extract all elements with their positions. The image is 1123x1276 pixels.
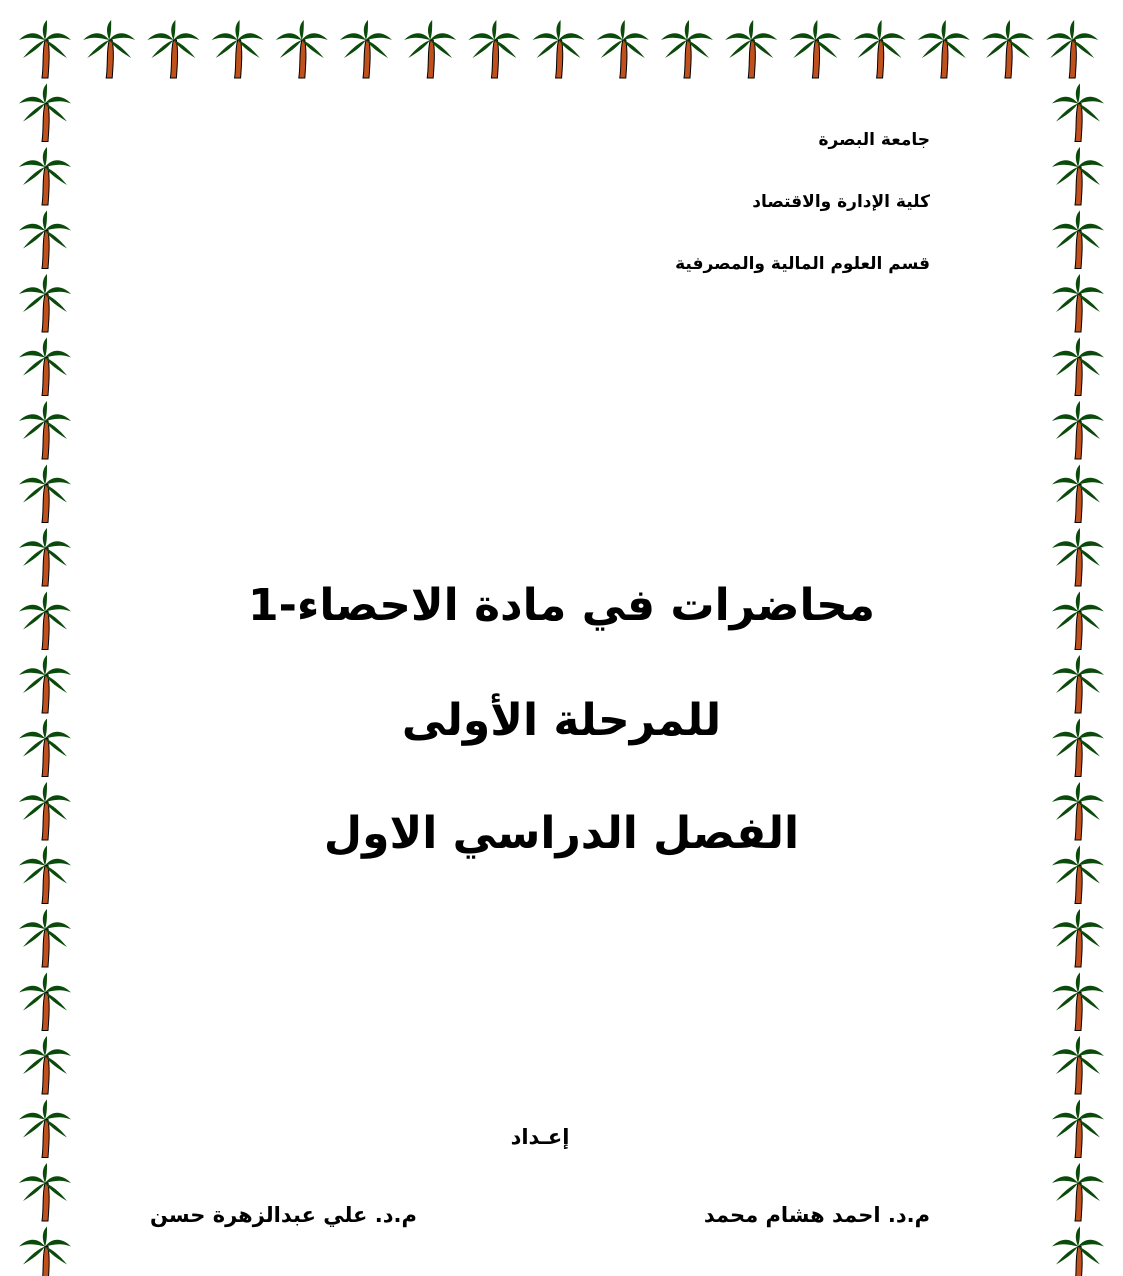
- palm-tree-icon: [533, 20, 585, 78]
- palm-tree-icon: [19, 274, 71, 332]
- author-2: م.د. علي عبدالزهرة حسن: [150, 1203, 417, 1227]
- palm-tree-icon: [19, 528, 71, 586]
- author-1: م.د. احمد هشام محمد: [703, 1203, 930, 1227]
- palm-tree-icon: [19, 338, 71, 396]
- title-line-1: محاضرات في مادة الاحصاء-1: [247, 580, 876, 631]
- palm-tree-icon: [19, 84, 71, 142]
- title-line-2: للمرحلة الأولى: [401, 695, 722, 746]
- palm-tree-icon: [19, 401, 71, 459]
- palm-tree-icon: [1052, 1100, 1104, 1158]
- palm-tree-icon: [19, 973, 71, 1031]
- palm-tree-icon: [147, 20, 199, 78]
- college-name: كلية الإدارة والاقتصاد: [752, 192, 930, 212]
- palm-tree-icon: [83, 20, 135, 78]
- palm-tree-icon: [1052, 338, 1104, 396]
- palm-tree-icon: [19, 1100, 71, 1158]
- palm-tree-icon: [340, 20, 392, 78]
- palm-tree-icon: [854, 20, 906, 78]
- palm-tree-icon: [1052, 147, 1104, 205]
- palm-tree-icon: [19, 465, 71, 523]
- palm-tree-icon: [276, 20, 328, 78]
- palm-tree-icon: [789, 20, 841, 78]
- palm-tree-icon: [212, 20, 264, 78]
- palm-tree-icon: [1052, 211, 1104, 269]
- palm-tree-icon: [1046, 20, 1098, 78]
- palm-tree-icon: [1052, 1227, 1104, 1276]
- palm-tree-icon: [1052, 401, 1104, 459]
- palm-tree-icon: [1052, 528, 1104, 586]
- palm-tree-icon: [1052, 1036, 1104, 1094]
- palm-tree-icon: [19, 20, 71, 78]
- palm-tree-icon: [1052, 274, 1104, 332]
- palm-tree-icon: [597, 20, 649, 78]
- palm-tree-icon: [468, 20, 520, 78]
- palm-tree-icon: [404, 20, 456, 78]
- palm-tree-icon: [19, 211, 71, 269]
- palm-tree-icon: [982, 20, 1034, 78]
- palm-tree-icon: [1052, 1163, 1104, 1221]
- palm-tree-icon: [19, 909, 71, 967]
- palm-tree-icon: [1052, 909, 1104, 967]
- university-name: جامعة البصرة: [818, 130, 930, 150]
- palm-tree-icon: [1052, 465, 1104, 523]
- palm-tree-icon: [1052, 973, 1104, 1031]
- department-name: قسم العلوم المالية والمصرفية: [675, 254, 930, 274]
- prepared-by-label: إعـداد: [510, 1125, 570, 1149]
- title-line-3: الفصل الدراسي الاول: [323, 808, 800, 859]
- palm-tree-icon: [19, 147, 71, 205]
- palm-tree-icon: [19, 1036, 71, 1094]
- palm-tree-icon: [918, 20, 970, 78]
- palm-tree-icon: [725, 20, 777, 78]
- palm-tree-icon: [19, 1227, 71, 1276]
- palm-tree-icon: [661, 20, 713, 78]
- palm-tree-icon: [1052, 84, 1104, 142]
- palm-tree-icon: [19, 1163, 71, 1221]
